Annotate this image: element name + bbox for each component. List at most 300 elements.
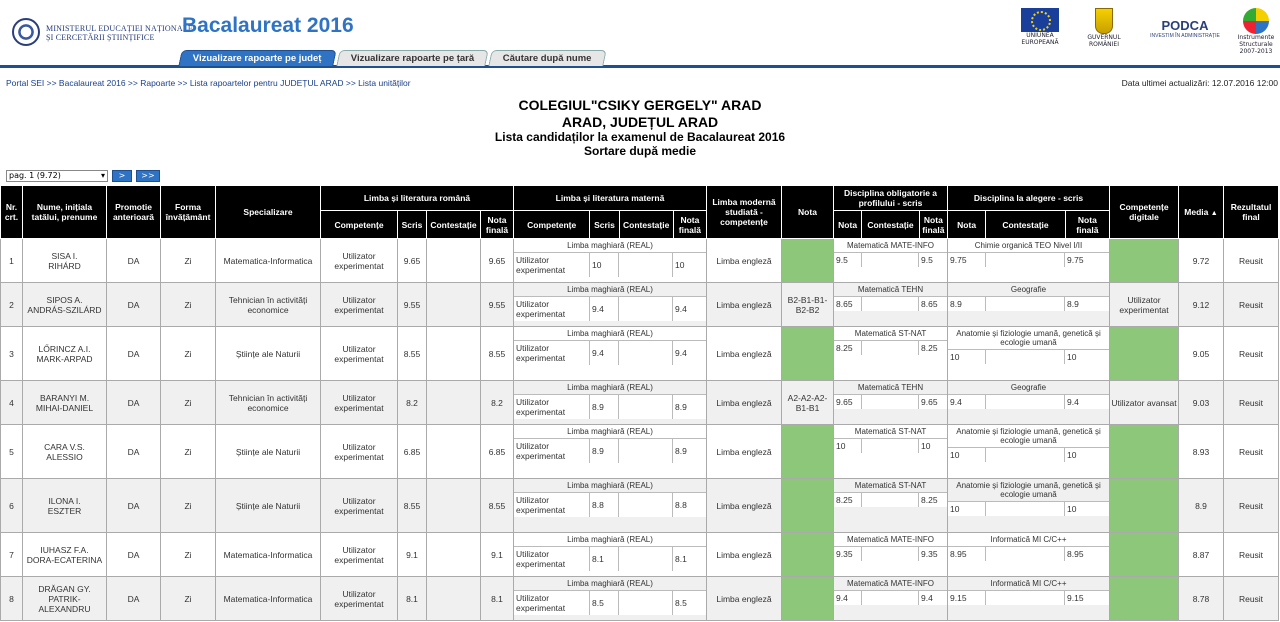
specializare-value: Științe ale Naturii [216, 327, 321, 381]
pager [6, 170, 160, 182]
rom-competente-value: Utilizator experimentat [321, 381, 398, 425]
materna-subject: Limba maghiară (REAL) [567, 241, 653, 250]
last-update: Data ultimei actualizări: 12.07.2016 12:00 [1121, 78, 1278, 88]
row-number: 3 [1, 327, 23, 381]
promotie-value: DA [107, 327, 161, 381]
rom-contestatie-value [427, 479, 481, 533]
page-select[interactable]: pag. 1 (9.72) ▾ [6, 170, 108, 182]
specializare-value: Matematica-Informatica [216, 533, 321, 577]
materna-subject: Limba maghiară (REAL) [567, 579, 653, 588]
nota-competente-value [782, 577, 834, 621]
col-rom-scris: Scris [398, 211, 427, 239]
specializare-value: Matematica-Informatica [216, 239, 321, 283]
specializare-value: Tehnician în activități economice [216, 381, 321, 425]
promotie-value: DA [107, 239, 161, 283]
row-number: 2 [1, 283, 23, 327]
row-number: 8 [1, 577, 23, 621]
row-number: 6 [1, 479, 23, 533]
eu-logo [1020, 8, 1060, 46]
rom-competente-value: Utilizator experimentat [321, 239, 398, 283]
obl-nota-value: 9.35 [834, 547, 862, 561]
obligatorie-subject: Matematică MATE-INFO [847, 241, 934, 250]
rom-scris-value: 6.85 [398, 425, 427, 479]
obl-nota-finala-value: 8.25 [921, 343, 938, 353]
media-value: 9.12 [1179, 283, 1224, 327]
promotie-value: DA [107, 381, 161, 425]
col-mat-scris: Scris [590, 211, 619, 239]
alg-nota-finala-value: 8.95 [1067, 549, 1084, 559]
mat-nota-finala-value: 9.4 [675, 304, 687, 314]
media-value: 8.87 [1179, 533, 1224, 577]
col-rom-nota-finala: Nota finală [481, 211, 514, 239]
materna-group [514, 479, 707, 533]
obl-nota-finala-value: 8.65 [921, 299, 938, 309]
alegere-subject: Anatomie și fiziologie umană, genetică și ecologie umană [956, 329, 1101, 347]
col-obl-nota-finala: Nota finală [919, 211, 947, 239]
candidate-name [23, 425, 107, 479]
alegere-subject: Geografie [1010, 383, 1047, 392]
alg-contestatie-value [986, 591, 1065, 605]
candidate-surname: CARA V.S. [44, 441, 85, 452]
col-nota: Nota [782, 186, 834, 239]
alegere-group [948, 283, 1110, 327]
alg-nota-value: 9.4 [948, 395, 986, 409]
specializare-value: Matematica-Informatica [216, 577, 321, 621]
rom-scris-value: 8.2 [398, 381, 427, 425]
col-alg-nota: Nota [948, 211, 986, 239]
col-promotie: Promotie anterioară [107, 186, 161, 239]
competente-digitale-value [1110, 327, 1179, 381]
obligatorie-group [834, 577, 948, 621]
limba-moderna-value: Limba engleză [707, 533, 782, 577]
table-row [1, 577, 1279, 621]
alg-nota-value: 8.9 [948, 297, 986, 311]
gov-label: GUVERNUL ROMÂNIEI [1087, 34, 1121, 48]
obl-contestatie-value [862, 493, 919, 507]
rezultat-value: Reusit [1224, 533, 1279, 577]
alg-contestatie-value [986, 253, 1065, 267]
podca-logo [1150, 18, 1220, 39]
mat-competente-value: Utilizator experimentat [514, 341, 590, 365]
candidate-name [23, 381, 107, 425]
obl-contestatie-value [862, 591, 919, 605]
podca-sub: INVESTIM ÎN ADMINISTRAȚIE [1150, 33, 1220, 39]
candidate-firstname: PATRIK-ALEXANDRU [38, 593, 91, 614]
tab-label: Vizualizare rapoarte pe județ [192, 53, 322, 64]
col-rom-competente: Competențe [321, 211, 398, 239]
rom-contestatie-value [427, 577, 481, 621]
mat-competente-value: Utilizator experimentat [514, 253, 590, 277]
mat-scris-value: 8.9 [590, 395, 619, 419]
alg-nota-value: 9.75 [948, 253, 986, 267]
competente-digitale-value [1110, 577, 1179, 621]
competente-digitale-value [1110, 425, 1179, 479]
mat-scris-value: 10 [590, 253, 619, 277]
forma-value: Zi [161, 577, 216, 621]
nota-competente-value [782, 533, 834, 577]
results-table [0, 185, 1279, 621]
alegere-group [948, 425, 1110, 479]
candidate-name [23, 283, 107, 327]
table-row [1, 381, 1279, 425]
nota-competente-value [782, 239, 834, 283]
obligatorie-subject: Matematică TEHN [857, 383, 924, 392]
instrumente-structurale-logo [1236, 8, 1276, 55]
col-alg-contestatie: Contestație [986, 211, 1065, 239]
obl-nota-finala-value: 9.5 [921, 255, 933, 265]
rom-nota-finala-value: 8.55 [481, 327, 514, 381]
competente-digitale-value [1110, 479, 1179, 533]
row-number: 7 [1, 533, 23, 577]
alg-contestatie-value [986, 502, 1065, 516]
col-limba-moderna: Limba modernă studiată - competențe [707, 186, 782, 239]
nota-competente-value [782, 479, 834, 533]
table-row [1, 327, 1279, 381]
materna-subject: Limba maghiară (REAL) [567, 285, 653, 294]
alegere-subject: Geografie [1010, 285, 1047, 294]
alg-nota-value: 9.15 [948, 591, 986, 605]
mat-nota-finala-value: 8.9 [675, 402, 687, 412]
limba-moderna-value: Limba engleză [707, 239, 782, 283]
col-group-obligatorie: Disciplina obligatorie a profilului - scris [834, 186, 948, 211]
mat-contestatie-value [619, 341, 673, 365]
promotie-value: DA [107, 533, 161, 577]
government-logo [1080, 8, 1128, 48]
instrumente-circle-icon [1243, 8, 1269, 34]
next-page-button[interactable]: > [112, 170, 132, 182]
alegere-group [948, 381, 1110, 425]
col-obl-nota: Nota [834, 211, 862, 239]
limba-moderna-value: Limba engleză [707, 381, 782, 425]
col-rom-contestatie: Contestație [427, 211, 481, 239]
rom-contestatie-value [427, 425, 481, 479]
forma-value: Zi [161, 327, 216, 381]
forma-value: Zi [161, 479, 216, 533]
mat-contestatie-value [619, 439, 673, 463]
obligatorie-group [834, 533, 948, 577]
alg-nota-value: 10 [948, 350, 986, 364]
materna-group [514, 425, 707, 479]
obl-nota-finala-value: 10 [921, 441, 931, 451]
alg-nota-finala-value: 9.15 [1067, 593, 1084, 603]
mat-competente-value: Utilizator experimentat [514, 297, 590, 321]
rezultat-value: Reusit [1224, 327, 1279, 381]
media-value: 9.03 [1179, 381, 1224, 425]
col-media-label: Media [1184, 207, 1209, 217]
competente-digitale-value: Utilizator experimentat [1110, 283, 1179, 327]
alegere-subject: Anatomie și fiziologie umană, genetică și ecologie umană [956, 427, 1101, 445]
forma-value: Zi [161, 381, 216, 425]
alg-nota-finala-value: 9.4 [1067, 397, 1079, 407]
rom-contestatie-value [427, 381, 481, 425]
tab-county-reports[interactable] [178, 50, 336, 66]
alegere-subject: Informatică MI C/C++ [990, 579, 1067, 588]
materna-group [514, 239, 707, 283]
candidate-name [23, 479, 107, 533]
obligatorie-subject: Matematică ST-NAT [854, 427, 927, 436]
mat-scris-value: 8.5 [590, 591, 619, 615]
candidate-firstname: ESZTER [47, 505, 82, 516]
candidate-firstname: ANDRÁS-SZILÁRD [27, 304, 102, 315]
obl-nota-value: 8.25 [834, 493, 862, 507]
rom-competente-value: Utilizator experimentat [321, 577, 398, 621]
app-title: Bacalaureat 2016 [182, 14, 354, 37]
obl-nota-value: 9.65 [834, 395, 862, 409]
rom-scris-value: 8.55 [398, 327, 427, 381]
obligatorie-group [834, 283, 948, 327]
rom-competente-value: Utilizator experimentat [321, 327, 398, 381]
rom-nota-finala-value: 9.55 [481, 283, 514, 327]
promotie-value: DA [107, 283, 161, 327]
col-group-materna: Limba și literatura maternă [514, 186, 707, 211]
mat-contestatie-value [619, 297, 673, 321]
rom-contestatie-value [427, 239, 481, 283]
obl-nota-finala-value: 9.65 [921, 397, 938, 407]
obligatorie-group [834, 239, 948, 283]
table-row [1, 283, 1279, 327]
materna-subject: Limba maghiară (REAL) [567, 329, 653, 338]
mat-competente-value: Utilizator experimentat [514, 591, 590, 615]
materna-subject: Limba maghiară (REAL) [567, 481, 653, 490]
school-title: COLEGIUL"CSIKY GERGELY" ARAD [518, 97, 762, 113]
alegere-group [948, 533, 1110, 577]
specializare-value: Tehnician în activități economice [216, 283, 321, 327]
nota-competente-value [782, 327, 834, 381]
alg-contestatie-value [986, 395, 1065, 409]
alegere-subject: Anatomie și fiziologie umană, genetică și ecologie umană [956, 481, 1101, 499]
obl-contestatie-value [862, 395, 919, 409]
obligatorie-subject: Matematică ST-NAT [854, 481, 927, 490]
competente-digitale-value [1110, 239, 1179, 283]
limba-moderna-value: Limba engleză [707, 327, 782, 381]
eu-flag-icon [1021, 8, 1059, 32]
candidate-name [23, 327, 107, 381]
alg-nota-finala-value: 8.9 [1067, 299, 1079, 309]
col-rezultat: Rezultatul final [1224, 186, 1279, 239]
obl-nota-value: 9.4 [834, 591, 862, 605]
media-value: 9.72 [1179, 239, 1224, 283]
tab-country-reports[interactable] [336, 50, 489, 66]
obl-nota-finala-value: 9.4 [921, 593, 933, 603]
forma-value: Zi [161, 533, 216, 577]
rom-competente-value: Utilizator experimentat [321, 425, 398, 479]
materna-subject: Limba maghiară (REAL) [567, 383, 653, 392]
ministry-logo-icon [12, 18, 40, 46]
candidate-surname: LŐRINCZ A.I. [38, 343, 91, 354]
obl-nota-value: 8.65 [834, 297, 862, 311]
rom-scris-value: 8.55 [398, 479, 427, 533]
mat-scris-value: 8.1 [590, 547, 619, 571]
results-body [1, 239, 1279, 621]
alegere-group [948, 479, 1110, 533]
alg-nota-value: 10 [948, 448, 986, 462]
nota-competente-value: A2-A2-A2-B1-B1 [782, 381, 834, 425]
candidate-firstname: ALESSIO [46, 451, 83, 462]
col-name: Nume, inițiala tatălui, prenume [23, 186, 107, 239]
promotie-value: DA [107, 577, 161, 621]
candidate-surname: ILONA I. [48, 495, 81, 506]
rom-competente-value: Utilizator experimentat [321, 479, 398, 533]
tab-name-search[interactable] [488, 50, 606, 66]
candidate-firstname: MIHAI-DANIEL [35, 402, 94, 413]
media-value: 8.9 [1179, 479, 1224, 533]
breadcrumb[interactable]: Portal SEI >> Bacalaureat 2016 >> Rapoarte >> Lista rapoartelor pentru JUDEȚUL ARAD >> Lista unităților [6, 78, 411, 88]
obl-nota-value: 8.25 [834, 341, 862, 355]
limba-moderna-value: Limba engleză [707, 425, 782, 479]
mat-competente-value: Utilizator experimentat [514, 395, 590, 419]
alegere-group [948, 327, 1110, 381]
tab-bar [180, 50, 605, 66]
ministry-name [46, 24, 193, 42]
rezultat-value: Reusit [1224, 479, 1279, 533]
obl-contestatie-value [862, 297, 919, 311]
rezultat-value: Reusit [1224, 425, 1279, 479]
rezultat-value: Reusit [1224, 577, 1279, 621]
forma-value: Zi [161, 239, 216, 283]
obl-nota-value: 9.5 [834, 253, 862, 267]
col-media[interactable] [1179, 186, 1224, 239]
row-number: 5 [1, 425, 23, 479]
alg-nota-finala-value: 10 [1067, 504, 1077, 514]
forma-value: Zi [161, 425, 216, 479]
rom-nota-finala-value: 6.85 [481, 425, 514, 479]
mat-nota-finala-value: 10 [675, 260, 685, 270]
alegere-subject: Chimie organică TEO Nivel I/II [974, 241, 1083, 250]
competente-digitale-value: Utilizator avansat [1110, 381, 1179, 425]
ministry-line-2: ȘI CERCETĂRII ȘTIINȚIFICE [46, 33, 155, 42]
mat-contestatie-value [619, 253, 673, 277]
obl-nota-finala-value: 9.35 [921, 549, 938, 559]
rom-nota-finala-value: 9.65 [481, 239, 514, 283]
alg-nota-value: 8.95 [948, 547, 986, 561]
candidate-surname: SISA I. [51, 250, 78, 261]
candidate-surname: DRĂGAN GY. [38, 583, 91, 594]
competente-digitale-value [1110, 533, 1179, 577]
mat-nota-finala-value: 9.4 [675, 348, 687, 358]
rom-scris-value: 9.55 [398, 283, 427, 327]
specializare-value: Științe ale Naturii [216, 479, 321, 533]
materna-group [514, 577, 707, 621]
tab-label: Căutare după nume [502, 53, 592, 64]
rom-contestatie-value [427, 327, 481, 381]
col-obl-contestatie: Contestație [862, 211, 920, 239]
school-location: ARAD, JUDEȚUL ARAD [561, 114, 719, 130]
obligatorie-subject: Matematică TEHN [857, 285, 924, 294]
alg-nota-finala-value: 10 [1067, 352, 1077, 362]
tab-label: Vizualizare rapoarte pe țară [350, 53, 474, 64]
materna-group [514, 381, 707, 425]
list-title: Lista candidaților la examenul de Bacalaureat 2016 [494, 130, 786, 144]
obl-contestatie-value [862, 253, 919, 267]
mat-contestatie-value [619, 493, 673, 517]
candidate-surname: BARANYI M. [39, 392, 90, 403]
obligatorie-subject: Matematică ST-NAT [854, 329, 927, 338]
rom-competente-value: Utilizator experimentat [321, 533, 398, 577]
obl-nota-finala-value: 8.25 [921, 495, 938, 505]
mat-competente-value: Utilizator experimentat [514, 547, 590, 571]
candidate-name [23, 239, 107, 283]
obl-contestatie-value [862, 439, 919, 453]
candidate-surname: SIPOS A. [46, 294, 83, 305]
candidate-name [23, 533, 107, 577]
candidate-firstname: RIHÁRD [48, 260, 81, 271]
limba-moderna-value: Limba engleză [707, 283, 782, 327]
eu-label: UNIUNEA EUROPEANĂ [1021, 32, 1059, 46]
rom-nota-finala-value: 8.2 [481, 381, 514, 425]
obl-contestatie-value [862, 341, 919, 355]
col-group-alegere: Disciplina la alegere - scris [948, 186, 1110, 211]
obl-nota-value: 10 [834, 439, 862, 453]
limba-moderna-value: Limba engleză [707, 577, 782, 621]
obligatorie-subject: Matematică MATE-INFO [847, 579, 934, 588]
obligatorie-group [834, 327, 948, 381]
materna-group [514, 327, 707, 381]
col-forma: Forma învățământ [161, 186, 216, 239]
promotie-value: DA [107, 425, 161, 479]
obligatorie-group [834, 381, 948, 425]
mat-competente-value: Utilizator experimentat [514, 493, 590, 517]
mat-nota-finala-value: 8.8 [675, 500, 687, 510]
rezultat-value: Reusit [1224, 239, 1279, 283]
last-page-button[interactable]: >> [136, 170, 160, 182]
alg-contestatie-value [986, 448, 1065, 462]
ministry-line-1: MINISTERUL EDUCAȚIEI NAȚIONALE [46, 24, 194, 33]
row-number: 4 [1, 381, 23, 425]
col-mat-nota-finala: Nota finală [673, 211, 706, 239]
mat-scris-value: 9.4 [590, 297, 619, 321]
mat-scris-value: 8.9 [590, 439, 619, 463]
col-nr: Nr. crt. [1, 186, 23, 239]
media-value: 8.93 [1179, 425, 1224, 479]
materna-group [514, 533, 707, 577]
materna-subject: Limba maghiară (REAL) [567, 427, 653, 436]
obligatorie-group [834, 425, 948, 479]
sort-asc-icon: ▲ [1210, 210, 1218, 217]
col-group-romana: Limba și literatura română [321, 186, 514, 211]
col-alg-nota-finala: Nota finală [1065, 211, 1109, 239]
obl-contestatie-value [862, 547, 919, 561]
mat-contestatie-value [619, 395, 673, 419]
mat-contestatie-value [619, 591, 673, 615]
mat-nota-finala-value: 8.5 [675, 598, 687, 608]
mat-nota-finala-value: 8.1 [675, 554, 687, 564]
coat-of-arms-icon [1095, 8, 1113, 34]
col-competente-digitale: Competențe digitale [1110, 186, 1179, 239]
promotie-value: DA [107, 479, 161, 533]
mat-competente-value: Utilizator experimentat [514, 439, 590, 463]
alegere-group [948, 577, 1110, 621]
candidate-firstname: MARK-ARPAD [36, 353, 93, 364]
limba-moderna-value: Limba engleză [707, 479, 782, 533]
table-row [1, 479, 1279, 533]
rezultat-value: Reusit [1224, 283, 1279, 327]
obligatorie-subject: Matematică MATE-INFO [847, 535, 934, 544]
alg-nota-finala-value: 10 [1067, 450, 1077, 460]
nota-competente-value [782, 425, 834, 479]
table-row [1, 239, 1279, 283]
mat-scris-value: 9.4 [590, 341, 619, 365]
rom-scris-value: 9.1 [398, 533, 427, 577]
col-specializare: Specializare [216, 186, 321, 239]
col-mat-competente: Competențe [514, 211, 590, 239]
alg-contestatie-value [986, 350, 1065, 364]
rezultat-value: Reusit [1224, 381, 1279, 425]
col-mat-contestatie: Contestație [619, 211, 673, 239]
alegere-group [948, 239, 1110, 283]
rom-competente-value: Utilizator experimentat [321, 283, 398, 327]
forma-value: Zi [161, 283, 216, 327]
nota-competente-value: B2-B1-B1-B2-B2 [782, 283, 834, 327]
